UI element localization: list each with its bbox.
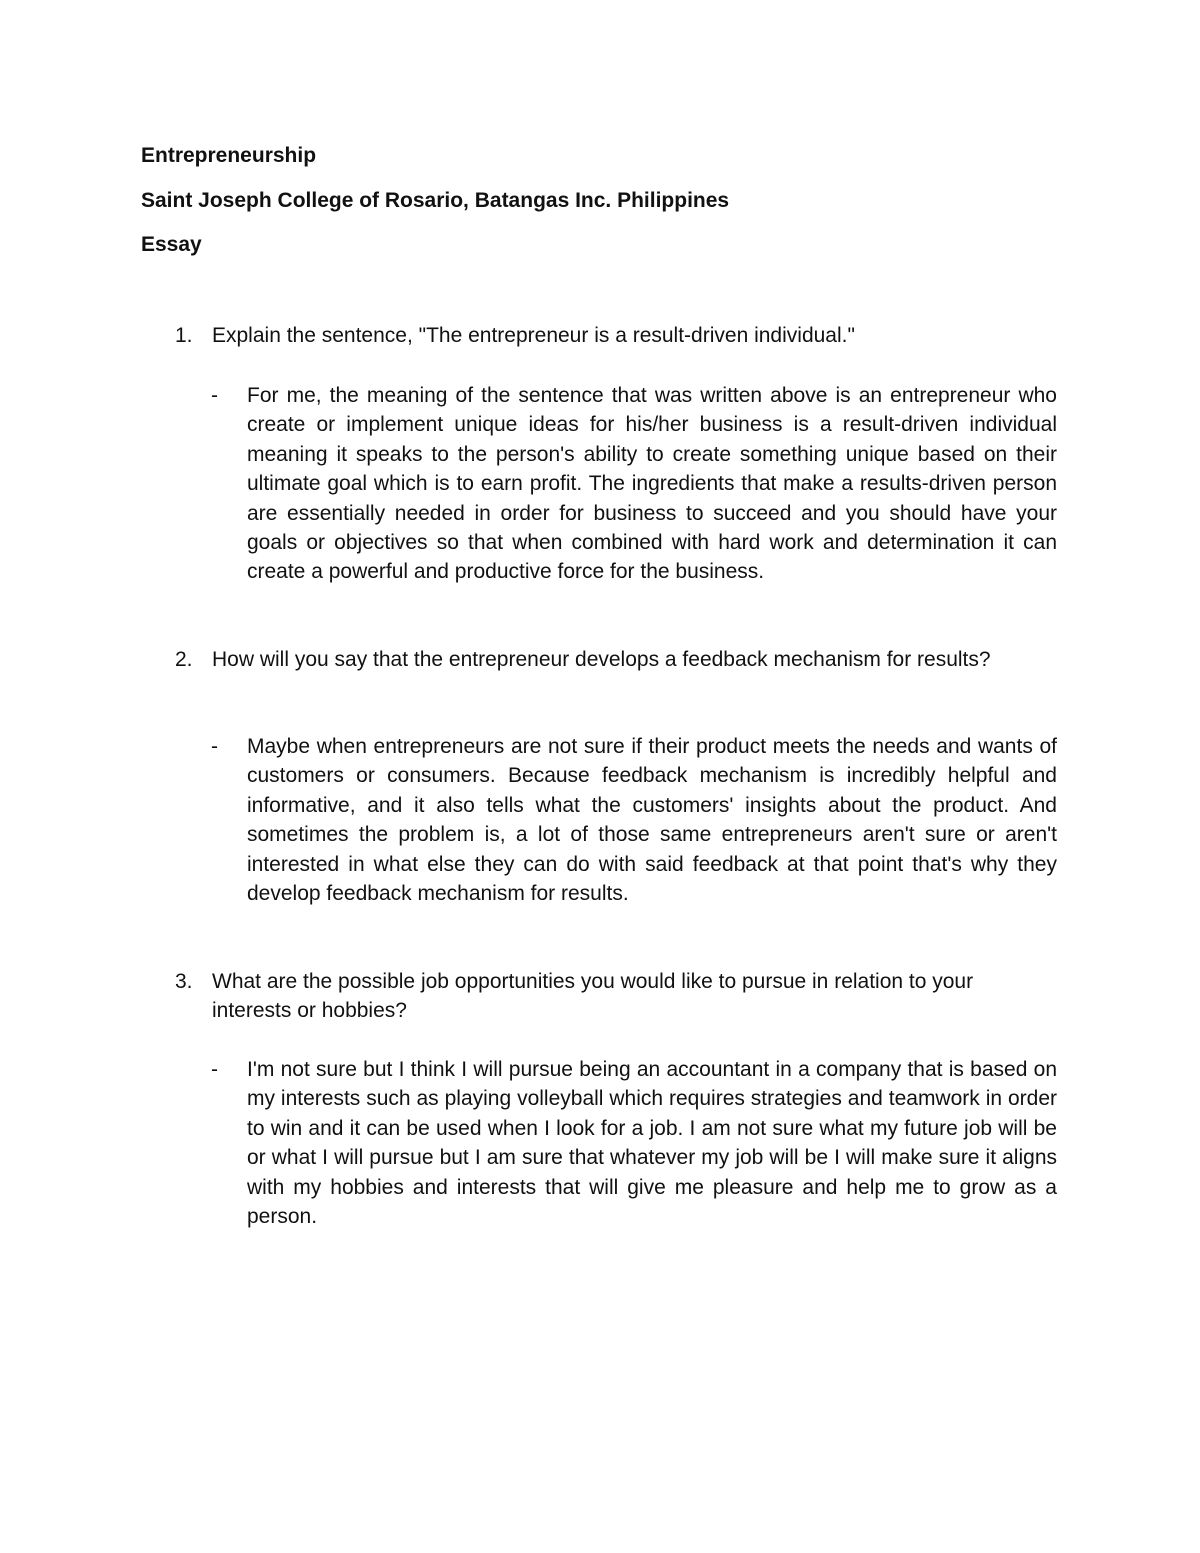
question-text: How will you say that the entrepreneur develops a feedback mechanism for results?: [212, 648, 991, 671]
answer-text: For me, the meaning of the sentence that was written above is an entrepreneur who create or implement unique ideas for his/her business is a result-driven individual meaning it speaks to the person's ability to create something unique based on their ultimate goal which is to earn profit. The ingredients that make a results-driven person are essentially needed in order for business to succeed and you should have your goals or objectives so that when combined with hard work and determination it can create a powerful and productive force for the business.: [247, 384, 1057, 584]
question-number: 2.: [175, 648, 193, 671]
document-type: Essay: [141, 233, 202, 256]
answer-text: I'm not sure but I think I will pursue being an accountant in a company that is based on my interests such as playing volleyball which requires strategies and teamwork in order to win and it can be used when I look for a job. I am not sure what my future job will be or what I will pursue but I am sure that whatever my job will be I will make sure it aligns with my hobbies and interests that will give me pleasure and help me to grow as a person.: [247, 1058, 1057, 1229]
course-title: Entrepreneurship: [141, 144, 317, 167]
question-number: 3.: [175, 970, 193, 993]
question-text: What are the possible job opportunities you would like to pursue in relation to your interests or hobbies?: [212, 970, 974, 1022]
question-number: 1.: [175, 324, 193, 347]
answer-bullet: -: [211, 384, 218, 407]
answer-bullet: -: [211, 735, 218, 758]
answer-bullet: -: [211, 1058, 218, 1081]
school-name: Saint Joseph College of Rosario, Batangas Inc. Philippines: [141, 189, 730, 212]
answer-text: Maybe when entrepreneurs are not sure if their product meets the needs and wants of customers or consumers. Because feedback mechanism is incredibly helpful and informative, and it also tells what the customers' insights about the product. And sometimes the problem is, a lot of those same entrepreneurs aren't sure or aren't interested in what else they can do with said feedback at that point that's why they develop feedback mechanism for results.: [247, 735, 1057, 906]
question-text: Explain the sentence, "The entrepreneur is a result-driven individual.": [212, 324, 855, 347]
